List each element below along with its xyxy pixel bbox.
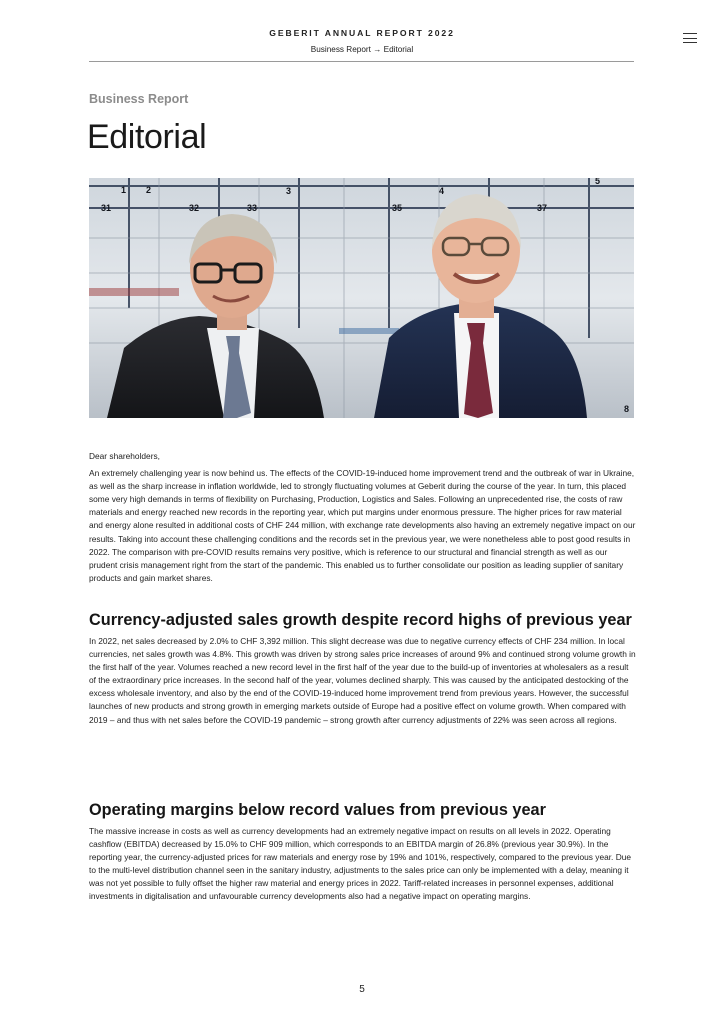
report-title: GEBERIT ANNUAL REPORT 2022 [269, 28, 455, 38]
section-sales [89, 610, 636, 727]
bg-number: 35 [392, 203, 403, 213]
bg-number: 5 [595, 178, 601, 186]
bg-number: 3 [286, 186, 292, 196]
bg-number: 8 [624, 404, 630, 414]
page-number: 5 [359, 984, 365, 995]
breadcrumb[interactable]: Business Report → Editorial [310, 45, 414, 54]
salutation: Dear shareholders, [89, 451, 160, 461]
page-header [0, 0, 724, 64]
bg-number: 2 [146, 185, 152, 195]
bg-number: 4 [439, 186, 445, 196]
bg-number: 31 [101, 203, 112, 213]
section-heading: Currency-adjusted sales growth despite record highs of previous year [89, 611, 632, 629]
executives-photo [89, 178, 634, 418]
margins-paragraph: The massive increase in costs as well as currency developments had an extremely negative impact on results on all levels in 2022. Operating cashflow (EBITDA) decreased by 15.0% to CHF 909 million, which corresponds to an EBITDA margin of 26.8% (previous year 30.9%). In the reporting year, the currency-adjusted prices for raw materials and energy rose by 19% and 101%, respectively, compared to the previous year. Due to the multi-level distribution channel seen in the sanitary industry, adjustments to the sales price can only be implemented with a delay, meaning it was not yet possible to fully offset the higher raw material and energy prices in 2022. Tariff-related increases in personnel expenses, additional investments in digitalisation and unfavourable currency developments also had a negative impact on operating margins. [89, 826, 632, 902]
bg-number: 33 [247, 203, 258, 213]
section-margins [89, 800, 636, 904]
bg-number: 1 [121, 185, 127, 195]
page-title: Editorial [87, 118, 207, 156]
hamburger-menu-icon[interactable] [683, 33, 697, 44]
bg-number: 32 [189, 203, 200, 213]
sales-paragraph: In 2022, net sales decreased by 2.0% to CHF 3,392 million. This slight decrease was due to negative currency effects of CHF 234 million. In local currencies, net sales growth was 4.8%. This growth was driven by strong sales price increases of around 9% and continued strong volume growth in the first half of the year. Volumes reached a new record level in the first half of the year due to the build-up of inventories at wholesalers as a result of the extraordinary price increases. In the second half of the year, volumes declined sharply. This was caused by the anticipated destocking of the excess wholesale inventory, and also by the end of the COVID-19-induced home improvement trend from previous years. However, the successful launches of new products and strong growth in emerging markets outside of Europe had a positive effect on volume growth. When compared with 2019 – and thus with net sales before the COVID-19 pandemic – strong growth after currency adjustments of 22% was seen across all regions. [89, 636, 636, 725]
section-label: Business Report [89, 92, 189, 106]
section-heading: Operating margins below record values from previous year [89, 801, 546, 819]
intro-block [89, 450, 636, 585]
bg-number: 37 [537, 203, 548, 213]
header-divider [89, 61, 634, 62]
intro-paragraph: An extremely challenging year is now behind us. The effects of the COVID-19-induced home improvement trend and the outbreak of war in Ukraine, as well as the sharp increase in inflation worldwide, led to strongly fluctuating volumes at Geberit during the course of the year. In turn, this placed some very high demands in terms of flexibility on Purchasing, Production, Logistics and Sales. Following an unprecedented rise, the costs of raw materials and energy reached new records in the reporting year, which put margins under enormous pressure. The higher prices for raw material and energy alone resulted in additional costs of CHF 244 million, with exchange rate developments also having an extremely negative impact on our results. Taking into account these challenging conditions and the records set in the previous year, we were nonetheless able to post good results in 2022. The comparison with pre-COVID results remains very positive, which is reference to our structural and financial strength as well as our prudent crisis management right from the start of the pandemic. This enabled us to further consolidate our position as leading supplier of sanitary products and gain market shares. [89, 468, 636, 583]
